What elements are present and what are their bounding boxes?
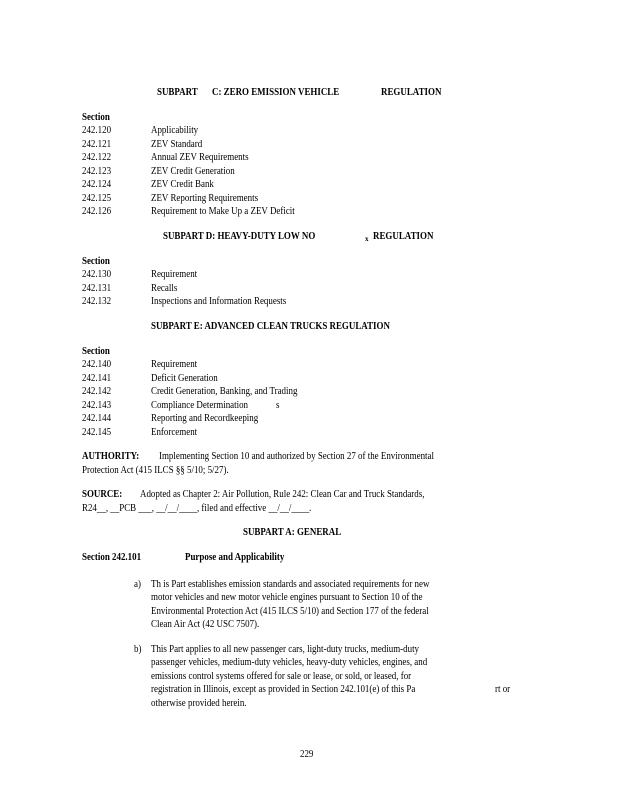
- section-num: 242.140: [82, 359, 112, 370]
- section-title: ZEV Credit Generation: [151, 165, 235, 177]
- subpart-d-heading-part2: REGULATION: [373, 231, 434, 242]
- subpart-c-heading-part3: REGULATION: [381, 87, 442, 98]
- item-b-line: emissions control systems offered for sale or lease, or sold, or leased, for: [151, 670, 412, 682]
- section-num: 242.141: [82, 372, 112, 384]
- section-title: Recalls: [151, 282, 178, 294]
- subpart-d-heading-subscript: x: [365, 235, 369, 243]
- item-b-line-end: rt or: [495, 684, 511, 696]
- section-num: 242.124: [82, 179, 112, 190]
- section-title: Reporting and Recordkeeping: [151, 413, 259, 424]
- section-title: ZEV Standard: [151, 138, 203, 150]
- subpart-e-heading: SUBPART E: ADVANCED CLEAN TRUCKS REGULATION: [151, 321, 390, 332]
- item-b-line: registration in Illinois, except as provided in Section 242.101(e) of this Pa: [151, 684, 416, 696]
- section-title-suffix: s: [276, 399, 280, 411]
- section-num: 242.142: [82, 386, 112, 397]
- page-number: 229: [300, 749, 314, 760]
- section-num: 242.126: [82, 206, 112, 217]
- section-title: ZEV Credit Bank: [151, 179, 214, 190]
- subpart-d-heading-part1: SUBPART D: HEAVY-DUTY LOW NO: [163, 231, 316, 242]
- authority-text-line1: Implementing Section 10 and authorized by Section 27 of the Environmental: [159, 451, 434, 462]
- item-b-line: This Part applies to all new passenger cars, light-duty trucks, medium-duty: [151, 644, 420, 655]
- item-b-marker: b): [134, 644, 142, 655]
- section-num: 242.132: [82, 296, 112, 307]
- section-num: 242.145: [82, 426, 112, 438]
- section-num: 242.125: [82, 192, 112, 204]
- section-title: Requirement to Make Up a ZEV Deficit: [151, 206, 295, 217]
- section-num: 242.123: [82, 165, 112, 177]
- section-242-101-number: Section 242.101: [82, 552, 142, 563]
- source-text-line1: Adopted as Chapter 2: Air Pollution, Rule 242: Clean Car and Truck Standards,: [140, 489, 425, 500]
- item-b-paragraph: [151, 643, 427, 683]
- section-num: 242.121: [82, 138, 112, 150]
- section-title: Enforcement: [151, 426, 198, 438]
- item-a-line: Th is Part establishes emission standards and associated requirements for new: [151, 579, 430, 590]
- section-title: Annual ZEV Requirements: [151, 152, 249, 163]
- item-a-marker: a): [134, 579, 141, 590]
- item-b-line: otherwise provided herein.: [151, 697, 247, 709]
- authority-label: AUTHORITY:: [82, 451, 140, 462]
- item-a-line: Clean Air Act (42 USC 7507).: [151, 619, 260, 631]
- section-title: ZEV Reporting Requirements: [151, 192, 259, 204]
- item-b-line: passenger vehicles, medium-duty vehicles, heavy-duty vehicles, engines, and: [151, 657, 428, 669]
- section-num: 242.130: [82, 269, 112, 280]
- subpart-d-section-label: Section: [82, 256, 110, 267]
- section-title: Inspections and Information Requests: [151, 296, 287, 307]
- subpart-c-section-label: Section: [82, 112, 110, 123]
- item-a-line: motor vehicles and new motor vehicle engines pursuant to Section 10 of the: [151, 592, 423, 604]
- section-num: 242.120: [82, 125, 112, 136]
- subpart-e-section-label: Section: [82, 346, 110, 357]
- section-title: Deficit Generation: [151, 372, 218, 384]
- item-a-paragraph: [151, 578, 429, 632]
- subpart-c-heading-part1: SUBPART: [157, 87, 198, 98]
- subpart-a-heading: SUBPART A: GENERAL: [243, 527, 342, 538]
- section-num: 242.143: [82, 399, 112, 411]
- item-a-line: Environmental Protection Act (415 ILCS 5/10) and Section 177 of the federal: [151, 605, 429, 617]
- section-num: 242.131: [82, 282, 112, 294]
- section-num: 242.144: [82, 413, 112, 424]
- section-title: Credit Generation, Banking, and Trading: [151, 386, 298, 397]
- section-title: Compliance Determination: [151, 399, 249, 411]
- subpart-c-heading-part2: C: ZERO EMISSION VEHICLE: [212, 87, 340, 98]
- authority-text-line2: Protection Act (415 ILCS §§ 5/10; 5/27).: [82, 464, 229, 476]
- section-242-101-title: Purpose and Applicability: [185, 552, 285, 563]
- section-title: Applicability: [151, 125, 199, 136]
- source-label: SOURCE:: [82, 489, 123, 500]
- section-title: Requirement: [151, 359, 198, 370]
- source-text-line2: R24__, __PCB ___, __/__/____, filed and effective __/__/____.: [82, 502, 312, 514]
- section-title: Requirement: [151, 269, 198, 280]
- section-num: 242.122: [82, 152, 112, 163]
